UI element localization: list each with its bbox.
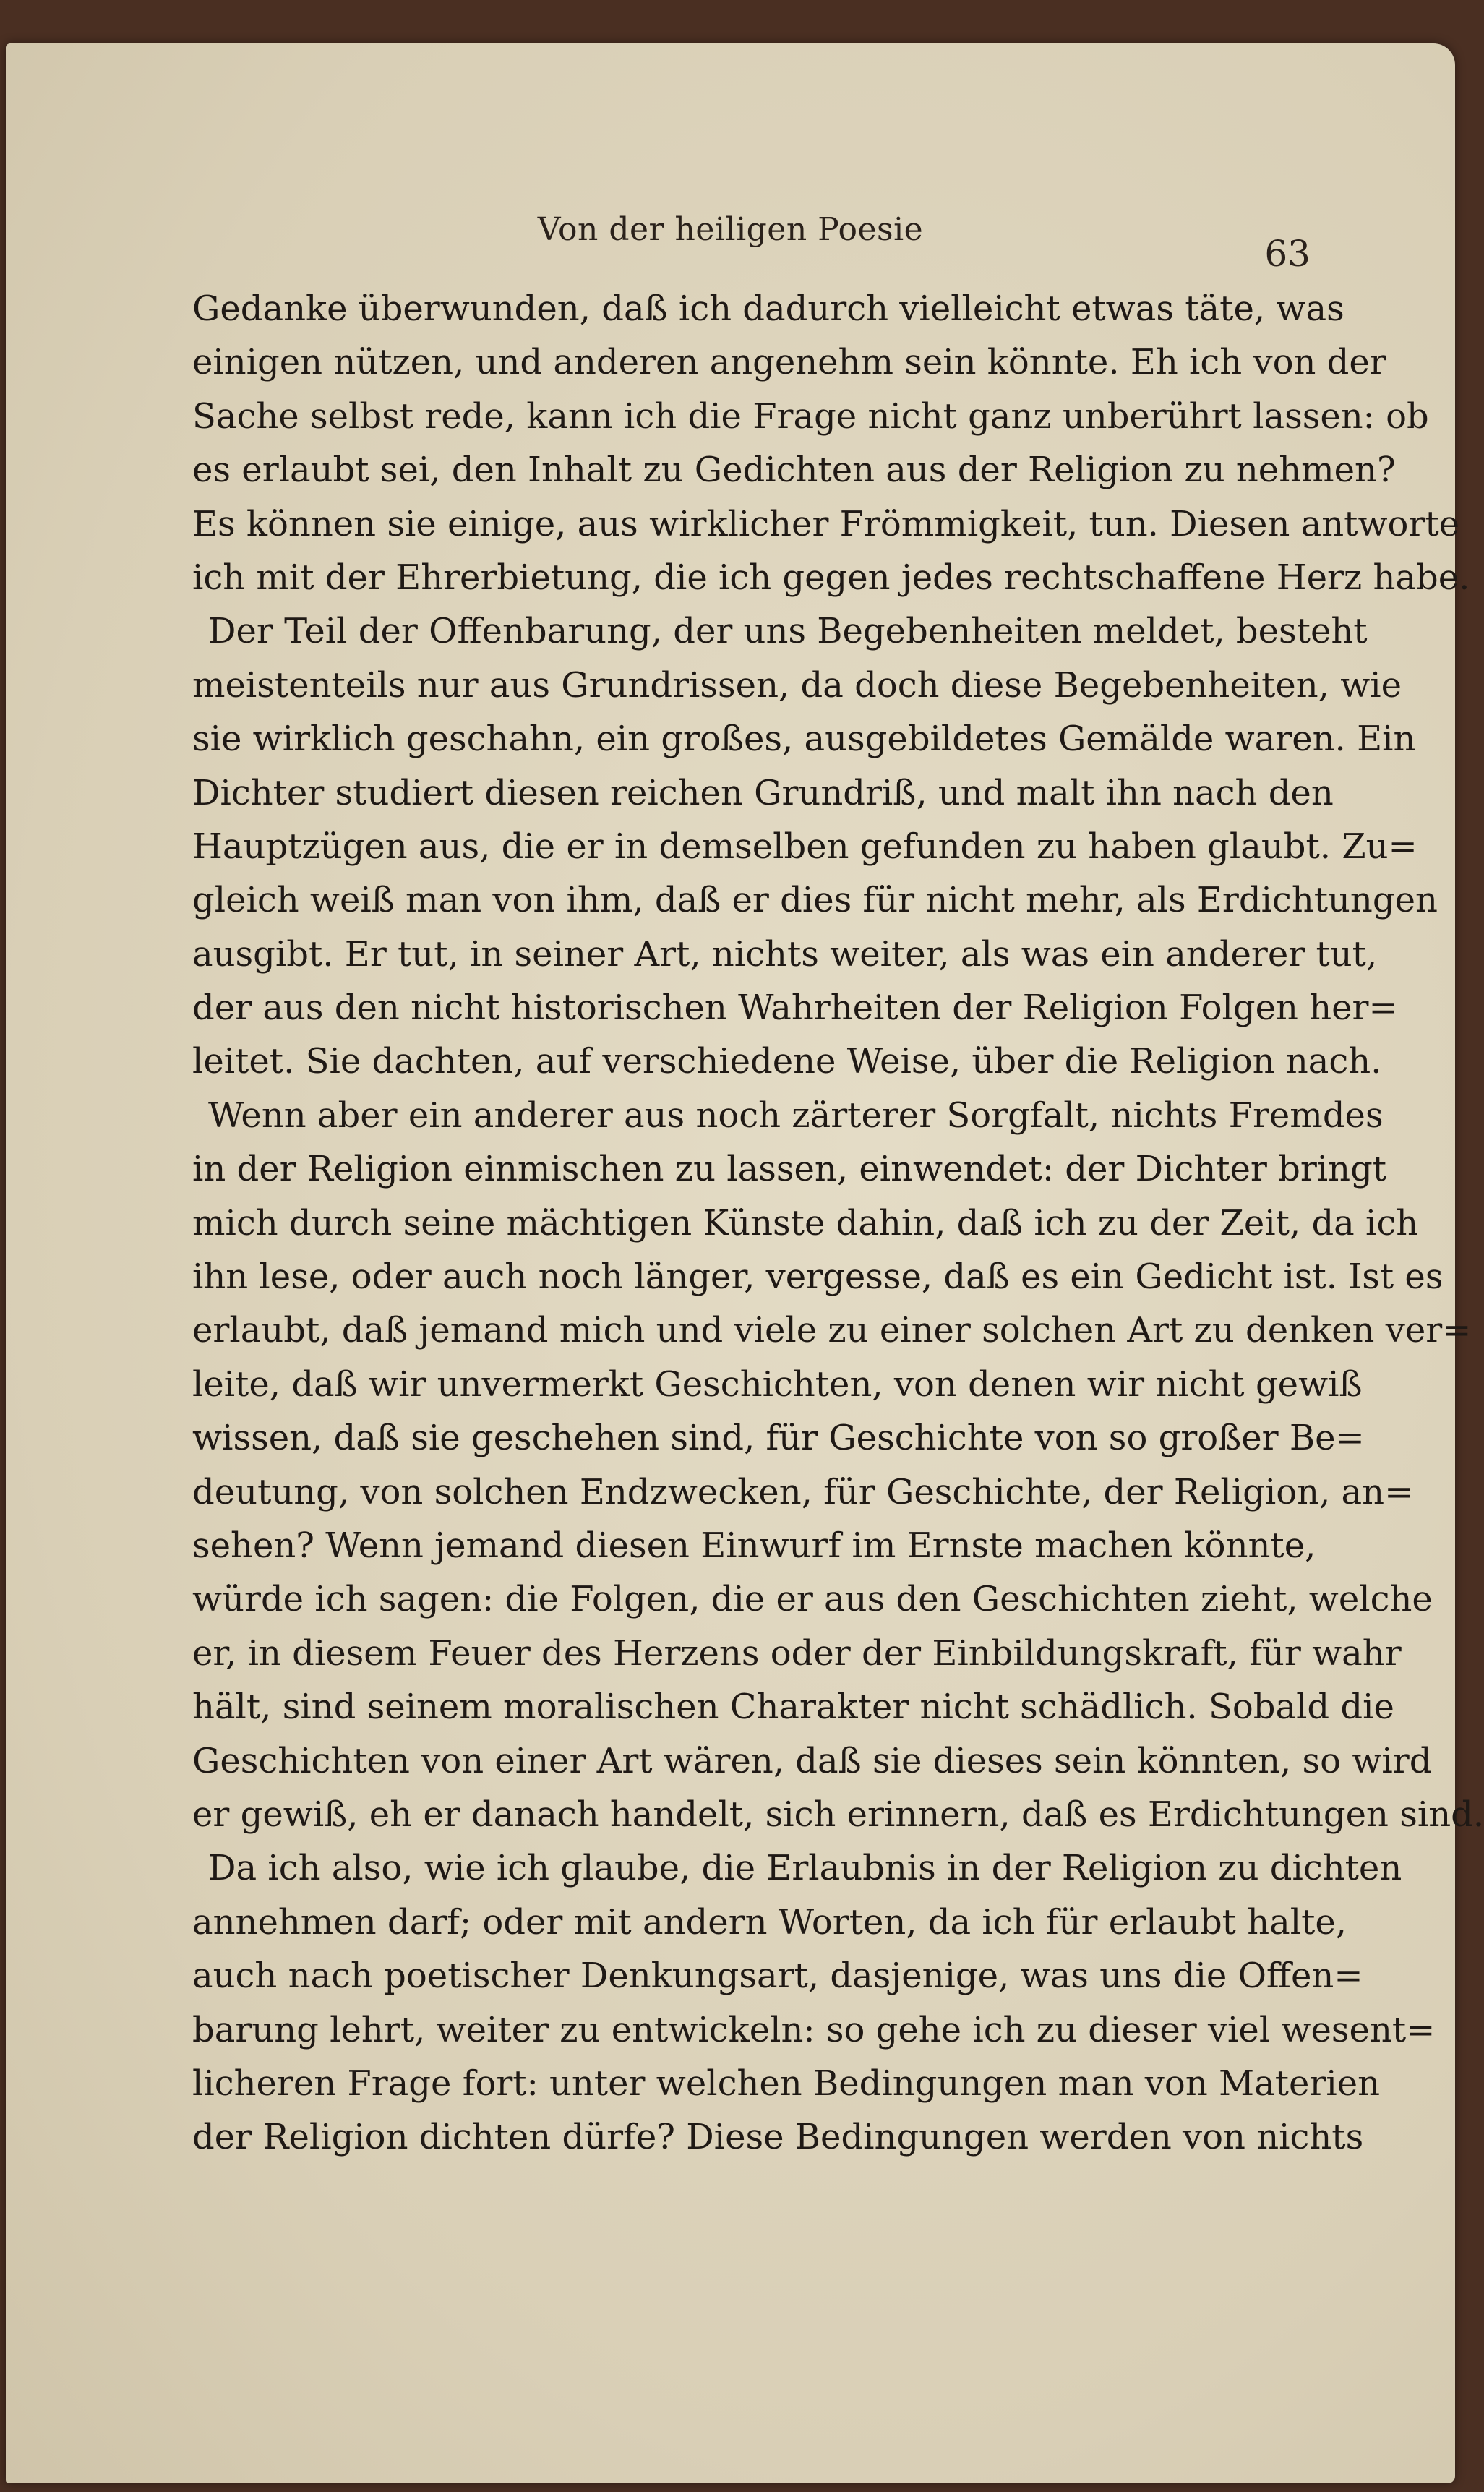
text-line: Gedanke überwunden, daß ich dadurch vielleicht etwas täte, was <box>192 288 1344 329</box>
body-text <box>192 282 1484 2165</box>
text-line: hält, sind seinem moralischen Charakter nicht schädlich. Sobald die <box>192 1687 1394 1728</box>
text-line: der Religion dichten dürfe? Diese Bedingungen werden von nichts <box>192 2117 1364 2158</box>
text-line: erlaubt, daß jemand mich und viele zu einer solchen Art zu denken ver= <box>192 1310 1472 1351</box>
text-line: Der Teil der Offenbarung, der uns Begebenheiten meldet, besteht <box>208 611 1368 652</box>
text-line: sehen? Wenn jemand diesen Einwurf im Ernste machen könnte, <box>192 1525 1316 1566</box>
text-line: deutung, von solchen Endzwecken, für Geschichte, der Religion, an= <box>192 1471 1414 1512</box>
text-line: mich durch seine mächtigen Künste dahin, daß ich zu der Zeit, da ich <box>192 1202 1419 1243</box>
text-line: er gewiß, eh er danach handelt, sich erinnern, daß es Erdichtungen sind. <box>192 1794 1484 1835</box>
text-line: annehmen darf; oder mit andern Worten, da ich für erlaubt halte, <box>192 1901 1347 1943</box>
text-line: er, in diesem Feuer des Herzens oder der Einbildungskraft, für wahr <box>192 1632 1402 1674</box>
text-line: leitet. Sie dachten, auf verschiedene Weise, über die Religion nach. <box>192 1041 1382 1082</box>
text-line: ich mit der Ehrerbietung, die ich gegen jedes rechtschaffene Herz habe. <box>192 557 1470 598</box>
text-line: ausgibt. Er tut, in seiner Art, nichts weiter, als was ein anderer tut, <box>192 933 1378 975</box>
page-header <box>6 211 1455 248</box>
text-line: licheren Frage fort: unter welchen Bedingungen man von Materien <box>192 2063 1381 2104</box>
text-line: sie wirklich geschahn, ein großes, ausgebildetes Gemälde waren. Ein <box>192 719 1416 760</box>
text-line: gleich weiß man von ihm, daß er dies für nicht mehr, als Erdichtungen <box>192 880 1438 921</box>
text-line: in der Religion einmischen zu lassen, einwendet: der Dichter bringt <box>192 1149 1387 1190</box>
text-line: einigen nützen, und anderen angenehm sein könnte. Eh ich von der <box>192 342 1386 383</box>
text-line: wissen, daß sie geschehen sind, für Geschichte von so großer Be= <box>192 1418 1365 1459</box>
text-line: Hauptzügen aus, die er in demselben gefunden zu haben glaubt. Zu= <box>192 826 1417 867</box>
text-line: Dichter studiert diesen reichen Grundriß, und malt ihn nach den <box>192 772 1334 813</box>
book-page <box>6 43 1484 2483</box>
text-line: Sache selbst rede, kann ich die Frage nicht ganz unberührt lassen: ob <box>192 395 1429 437</box>
text-line: würde ich sagen: die Folgen, die er aus den Geschichten zieht, welche <box>192 1579 1433 1620</box>
text-line: der aus den nicht historischen Wahrheiten der Religion Folgen her= <box>192 988 1398 1029</box>
text-line: Es können sie einige, aus wirklicher Frömmigkeit, tun. Diesen antworte <box>192 503 1460 544</box>
page-number: 63 <box>1264 233 1311 275</box>
text-line: meistenteils nur aus Grundrissen, da doch diese Begebenheiten, wie <box>192 664 1402 706</box>
text-line: Geschichten von einer Art wären, daß sie dieses sein könnten, so wird <box>192 1740 1432 1781</box>
running-title: Von der heiligen Poesie <box>537 211 924 248</box>
text-line: es erlaubt sei, den Inhalt zu Gedichten aus der Religion zu nehmen? <box>192 450 1396 491</box>
text-line: Da ich also, wie ich glaube, die Erlaubnis in der Religion zu dichten <box>208 1848 1402 1889</box>
text-line: auch nach poetischer Denkungsart, dasjenige, was uns die Offen= <box>192 1956 1363 1997</box>
text-line: leite, daß wir unvermerkt Geschichten, von denen wir nicht gewiß <box>192 1363 1363 1405</box>
text-line: Wenn aber ein anderer aus noch zärterer Sorgfalt, nichts Fremdes <box>208 1095 1384 1136</box>
text-line: ihn lese, oder auch noch länger, vergesse, daß es ein Gedicht ist. Ist es <box>192 1256 1444 1298</box>
text-line: barung lehrt, weiter zu entwickeln: so gehe ich zu dieser viel wesent= <box>192 2009 1436 2050</box>
